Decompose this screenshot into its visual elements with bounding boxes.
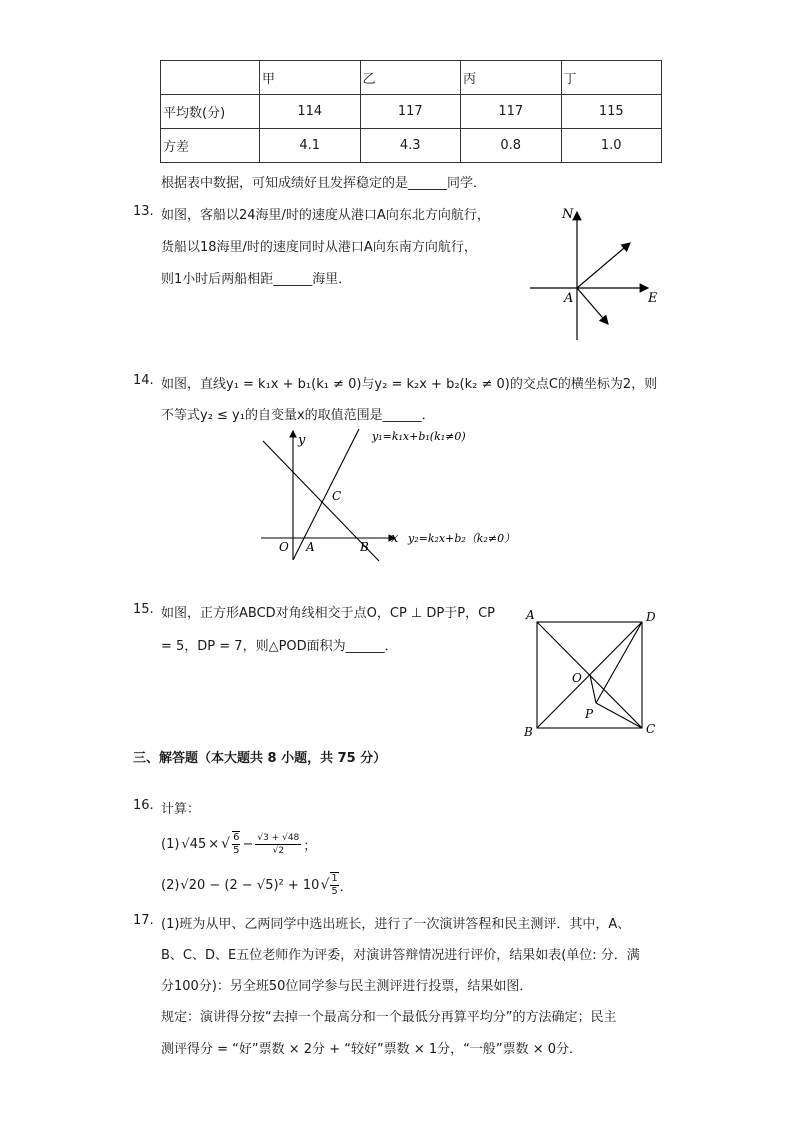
- q12-conclusion: 根据表中数据，可知成绩好且发挥稳定的是______同学．: [161, 176, 487, 191]
- table-corner-cell: [161, 61, 260, 95]
- fraction-numerator: 6: [233, 832, 240, 843]
- label-o: O: [279, 540, 289, 554]
- label-c: C: [646, 722, 656, 736]
- fraction-big: [255, 832, 301, 857]
- q15-number: 15.: [133, 602, 154, 617]
- q13-number: 13.: [133, 204, 154, 219]
- label-o: O: [572, 671, 582, 685]
- q15-square-figure: [520, 605, 665, 740]
- table-header-cell: 丁: [561, 61, 662, 95]
- table-cell: 1.0: [561, 129, 662, 163]
- period: ．: [339, 879, 353, 895]
- label-a: A: [526, 608, 535, 622]
- label-n: N: [562, 207, 574, 222]
- label-x: x: [391, 531, 399, 546]
- q13-line-1: 如图，客船以24海里/时的速度从港口A向东北方向航行，: [161, 208, 490, 223]
- table-row: [161, 129, 662, 163]
- segment-dp: [596, 622, 642, 703]
- label-b: B: [360, 540, 369, 554]
- q14-number: 14.: [133, 373, 154, 388]
- table-row: [161, 95, 662, 129]
- label-y: y: [298, 433, 306, 448]
- q14-line-graph: [255, 425, 545, 565]
- times-sign: ×: [208, 836, 220, 852]
- equation-y2: y₂=k₂x+b₂（k₂≠0）: [408, 532, 516, 545]
- sqrt-sign-icon: √: [320, 877, 330, 893]
- fraction-denominator: √2: [272, 845, 285, 856]
- label-a: A: [306, 540, 315, 554]
- q17-number: 17.: [133, 913, 154, 928]
- semicolon: ；: [303, 838, 317, 854]
- table-cell: 4.1: [260, 129, 361, 163]
- fraction-1-5: [330, 872, 338, 898]
- fraction-numerator: 1: [331, 873, 338, 884]
- part-2-label: (2): [161, 877, 180, 893]
- q14-line-2: 不等式y₂ ≤ y₁的自变量x的取值范围是______．: [161, 408, 435, 423]
- q17-line-4: 规定：演讲得分按“去掉一个最高分和一个最低分再算平均分”的方法确定；民主: [161, 1010, 617, 1025]
- q16-title: 计算：: [161, 802, 201, 817]
- table-cell: 0.8: [461, 129, 562, 163]
- fraction-6-5: [232, 831, 240, 857]
- table-cell: 4.3: [360, 129, 461, 163]
- table-cell: 115: [561, 95, 662, 129]
- q16-number: 16.: [133, 798, 154, 813]
- label-a: A: [564, 291, 574, 306]
- line-y1: [293, 429, 359, 560]
- q16-part-2: [161, 868, 353, 902]
- table-header-cell: 乙: [360, 61, 461, 95]
- label-d: D: [646, 610, 656, 624]
- q17-line-5: 测评得分 = “好”票数 × 2分 + “较好”票数 × 1分，“一般”票数 × 0分．: [161, 1042, 583, 1057]
- q15-line-1: 如图，正方形ABCD对角线相交于点O，CP ⊥ DP于P，CP: [161, 606, 496, 621]
- fraction-denominator: 5: [331, 886, 338, 897]
- q13-line-3: 则1小时后两船相距______海里．: [161, 272, 352, 287]
- minus-sign: −: [242, 836, 254, 852]
- table-header-cell: 丙: [461, 61, 562, 95]
- fraction-numerator: √3 + √48: [257, 832, 300, 843]
- southeast-arrow: [577, 288, 608, 324]
- q17-line-3: 分100分)：另全班50位同学参与民主测评进行投票，结果如图．: [161, 979, 533, 994]
- q13-compass-figure: [520, 200, 670, 345]
- q16-part-1: [161, 826, 316, 862]
- q13-line-2: 货船以18海里/时的速度同时从港口A向东南方向航行，: [161, 240, 477, 255]
- section-title: 三、解答题（本大题共 8 小题，共 75 分）: [133, 751, 387, 766]
- part-1-label: (1): [161, 836, 180, 852]
- table-cell: 117: [461, 95, 562, 129]
- fraction-denominator: 5: [233, 845, 240, 856]
- table-cell: 117: [360, 95, 461, 129]
- label-p: P: [585, 707, 594, 721]
- q14-line-1: 如图，直线y₁ = k₁x + b₁(k₁ ≠ 0)与y₂ = k₂x + b₂(k₂ ≠ 0)的交点C的横坐标为2，则: [161, 377, 658, 392]
- sqrt-45: √45: [181, 836, 207, 852]
- table-cell: 114: [260, 95, 361, 129]
- q17-line-2: B、C、D、E五位老师作为评委，对演讲答辩情况进行评价，结果如表(单位: 分．满: [161, 948, 640, 963]
- northeast-arrow: [577, 243, 630, 288]
- q17-line-1: (1)班为从甲、乙两同学中选出班长，进行了一次演讲答程和民主测评．其中，A、: [161, 917, 631, 932]
- row-label: 平均数(分): [161, 95, 260, 129]
- table-header-cell: 甲: [260, 61, 361, 95]
- q15-line-2: = 5，DP = 7，则△POD面积为______．: [161, 639, 398, 654]
- score-table: [160, 60, 662, 163]
- part-2-expression: √20 − (2 − √5)² + 10: [180, 877, 320, 893]
- label-c: C: [332, 489, 342, 503]
- sqrt-sign-icon: √: [221, 836, 231, 852]
- label-e: E: [648, 291, 658, 306]
- equation-y1: y₁=k₁x+b₁(k₁≠0): [372, 430, 466, 443]
- row-label: 方差: [161, 129, 260, 163]
- segment-cp: [596, 703, 642, 728]
- label-b: B: [524, 725, 533, 739]
- table-header-row: [161, 61, 662, 95]
